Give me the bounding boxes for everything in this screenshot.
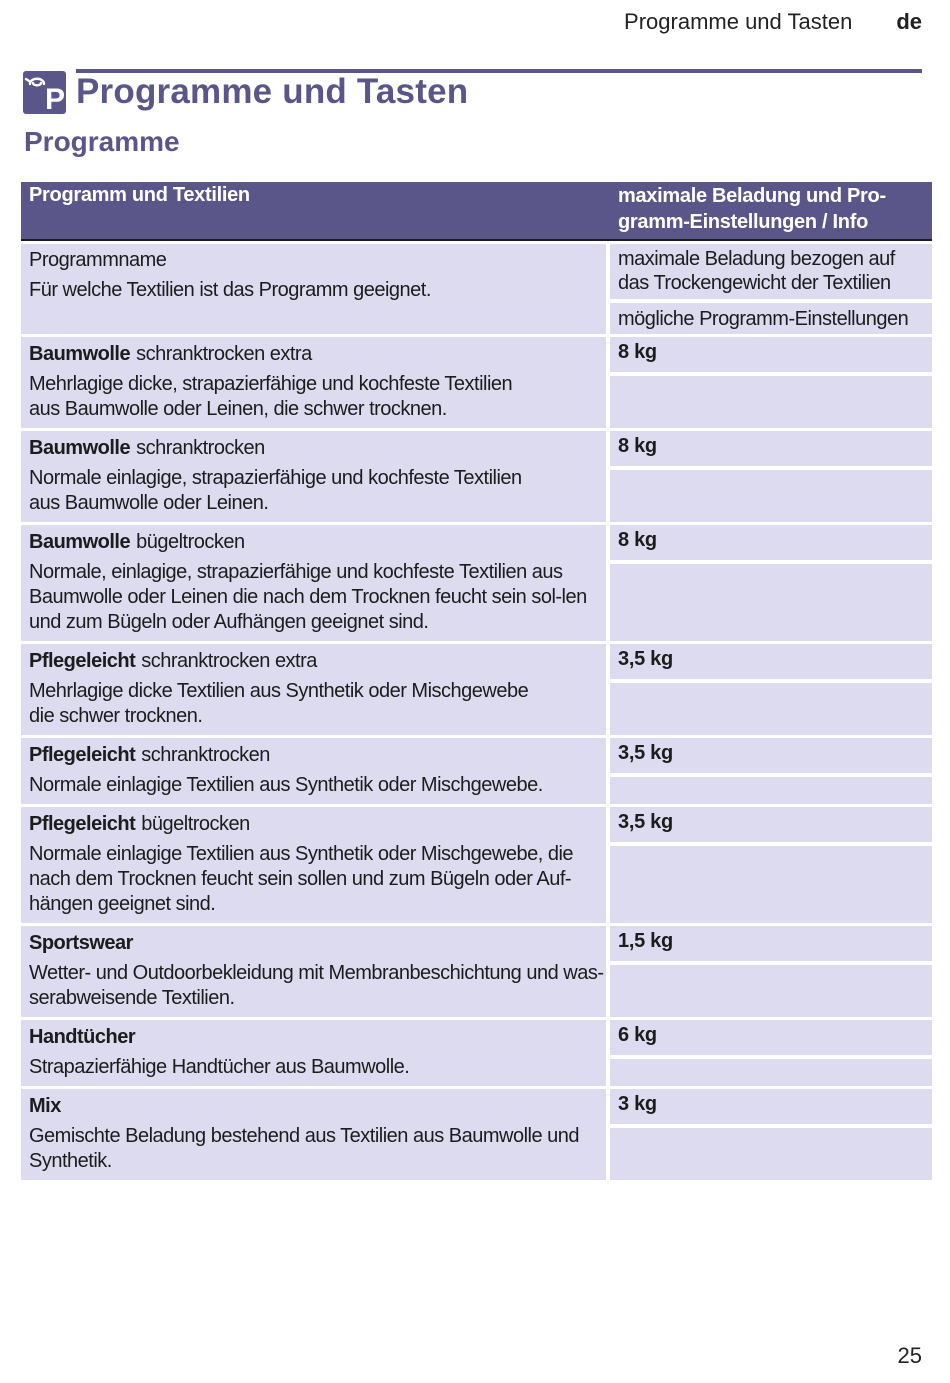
programme-name xyxy=(29,811,606,837)
programme-description: Wetter- und Outdoorbekleidung mit Membranbeschichtung und was-serabweisende Textilien. xyxy=(29,962,604,1009)
settings-cell xyxy=(610,1059,932,1086)
programme-cell xyxy=(21,644,606,735)
section-subtitle: Programme xyxy=(24,126,180,157)
language-code: de xyxy=(896,9,922,34)
programme-name xyxy=(29,529,606,555)
programme-variant: schranktrocken xyxy=(136,437,265,459)
legend-load-info: maximale Beladung bezogen auf das Trockengewicht der Textilien xyxy=(610,244,932,299)
load-cell xyxy=(610,738,932,804)
legend-settings-info: mögliche Programm-Einstellungen xyxy=(610,303,932,334)
load-cell xyxy=(610,807,932,923)
settings-cell xyxy=(610,470,932,522)
load-cell xyxy=(610,337,932,428)
programme-description: Strapazierfähige Handtücher aus Baumwolle. xyxy=(29,1056,410,1078)
programme-title: Pflegeleicht xyxy=(29,744,136,766)
column-header-programme: Programm und Textilien xyxy=(29,184,250,206)
legend-right xyxy=(610,244,932,334)
programme-title: Pflegeleicht xyxy=(29,650,136,672)
programme-variant: schranktrocken xyxy=(141,744,270,766)
programme-title: Pflegeleicht xyxy=(29,813,136,835)
load-cell xyxy=(610,431,932,522)
table-row xyxy=(21,334,932,428)
programme-description: Normale einlagige Textilien aus Synthetik oder Mischgewebe. xyxy=(29,774,543,796)
programme-description: Normale einlagige, strapazierfähige und kochfeste Textilien aus Baumwolle oder Leinen. xyxy=(29,467,522,514)
programme-variant: schranktrocken extra xyxy=(136,343,312,365)
programme-cell xyxy=(21,1089,606,1180)
programme-name xyxy=(29,648,606,674)
settings-cell xyxy=(610,564,932,641)
load-cell xyxy=(610,644,932,735)
settings-cell xyxy=(610,1128,932,1180)
programme-name xyxy=(29,1093,606,1119)
settings-cell xyxy=(610,846,932,923)
settings-cell xyxy=(610,683,932,735)
programme-description: Mehrlagige dicke Textilien aus Synthetik oder Mischgewebe die schwer trocknen. xyxy=(29,680,529,727)
column-header-load: maximale Beladung und Pro- gramm-Einstellungen / Info xyxy=(618,185,886,233)
programme-name xyxy=(29,742,606,768)
programme-name xyxy=(29,435,606,461)
programme-table xyxy=(21,182,932,1180)
max-load: 8 kg xyxy=(610,337,932,372)
programme-name xyxy=(29,341,606,367)
max-load: 3,5 kg xyxy=(610,807,932,842)
max-load: 8 kg xyxy=(610,525,932,560)
running-header-title: Programme und Tasten xyxy=(624,9,853,34)
programme-name xyxy=(29,1024,606,1050)
max-load: 1,5 kg xyxy=(610,926,932,961)
programme-title: Baumwolle xyxy=(29,343,131,365)
table-row xyxy=(21,1017,932,1086)
settings-cell xyxy=(610,777,932,804)
programme-title: Sportswear xyxy=(29,932,133,954)
table-row xyxy=(21,735,932,804)
programme-variant: bügeltrocken xyxy=(136,531,245,553)
load-cell xyxy=(610,926,932,1017)
settings-cell xyxy=(610,376,932,428)
table-row xyxy=(21,804,932,923)
programme-cell xyxy=(21,431,606,522)
legend-programme-suitability: Für welche Textilien ist das Programm geeignet. xyxy=(29,279,431,301)
programme-cell xyxy=(21,337,606,428)
max-load: 6 kg xyxy=(610,1020,932,1055)
settings-cell xyxy=(610,965,932,1017)
max-load: 3,5 kg xyxy=(610,644,932,679)
programme-description: Normale einlagige Textilien aus Synthetik oder Mischgewebe, die nach dem Trocknen feucht sein sollen und zum Bügeln oder Auf-hängen geeignet sind. xyxy=(29,843,574,915)
programme-cell xyxy=(21,525,606,641)
programme-cell xyxy=(21,1020,606,1086)
programme-description: Mehrlagige dicke, strapazierfähige und kochfeste Textilien aus Baumwolle oder Leinen, die schwer trocknen. xyxy=(29,373,513,420)
programme-cell xyxy=(21,926,606,1017)
programme-cell xyxy=(21,738,606,804)
load-cell xyxy=(610,1020,932,1086)
page-title: Programme und Tasten xyxy=(76,72,469,111)
programme-title: Baumwolle xyxy=(29,531,131,553)
running-header xyxy=(0,8,922,36)
legend-left xyxy=(21,244,606,334)
programme-description: Normale, einlagige, strapazierfähige und kochfeste Textilien aus Baumwolle oder Leinen die nach dem Trocknen feucht sein sol-len und zum Bügeln oder Aufhängen geeignet sind. xyxy=(29,561,587,633)
page-number: 25 xyxy=(897,1343,922,1368)
max-load: 3,5 kg xyxy=(610,738,932,773)
programme-title: Handtücher xyxy=(29,1026,136,1048)
load-cell xyxy=(610,525,932,641)
programme-rows xyxy=(21,334,932,1180)
programme-title: Mix xyxy=(29,1095,61,1117)
table-row xyxy=(21,522,932,641)
table-header xyxy=(21,182,932,241)
legend-row xyxy=(21,241,932,334)
table-row xyxy=(21,923,932,1017)
table-row xyxy=(21,641,932,735)
table-row xyxy=(21,1086,932,1180)
legend-programme-name: Programmname xyxy=(29,249,167,271)
programme-cell xyxy=(21,807,606,923)
programme-variant: bügeltrocken xyxy=(141,813,250,835)
programme-description: Gemischte Beladung bestehend aus Textilien aus Baumwolle und Synthetik. xyxy=(29,1125,579,1172)
max-load: 8 kg xyxy=(610,431,932,466)
table-row xyxy=(21,428,932,522)
programme-name xyxy=(29,930,606,956)
svg-text:P: P xyxy=(45,83,66,114)
programme-variant: schranktrocken extra xyxy=(141,650,317,672)
max-load: 3 kg xyxy=(610,1089,932,1124)
programme-dial-icon xyxy=(23,71,66,114)
programme-title: Baumwolle xyxy=(29,437,131,459)
load-cell xyxy=(610,1089,932,1180)
